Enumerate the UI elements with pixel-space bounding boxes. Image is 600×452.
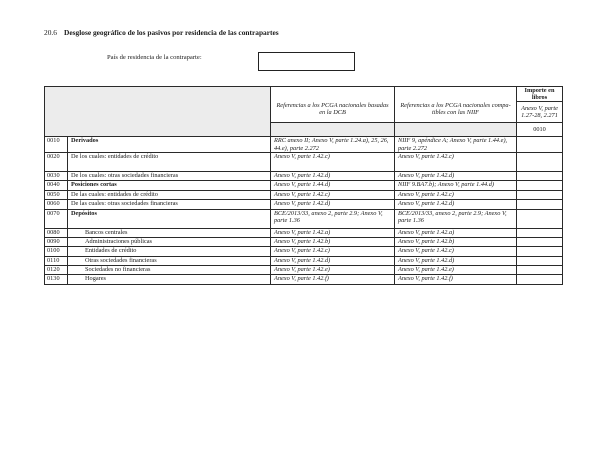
row-code: 0130 [45, 275, 68, 284]
header-column-code: 0010 [517, 123, 563, 137]
table-row [45, 228, 563, 237]
row-code: 0060 [45, 200, 68, 209]
row-code: 0040 [45, 181, 68, 190]
table-row [45, 137, 563, 152]
row-label: De las cuales: entidades de crédito [68, 190, 271, 199]
row-ref-niif: Anexo V, parte 1.42.c) [395, 247, 517, 256]
liabilities-table [44, 86, 563, 285]
country-field-label: País de residencia de la contraparte: [107, 54, 202, 61]
header-blank-niif-code [395, 123, 517, 137]
table-row [45, 247, 563, 256]
row-value-cell[interactable] [517, 137, 563, 152]
row-value-cell[interactable] [517, 181, 563, 190]
row-label: Posiciones cortas [68, 181, 271, 190]
row-ref-dcb: BCE/2013/33, anexo 2, parte 2.9; Anexo V, parte 1.36 [271, 209, 395, 228]
table-row [45, 266, 563, 275]
row-ref-dcb: Anexo V, parte 1.42.c) [271, 247, 395, 256]
row-ref-niif: Anexo V, parte 1.42.c) [395, 190, 517, 199]
row-label: Administraciones públicas [68, 237, 271, 246]
row-code: 0100 [45, 247, 68, 256]
row-value-cell[interactable] [517, 256, 563, 265]
row-value-cell[interactable] [517, 152, 563, 171]
header-blank-cell [45, 87, 271, 137]
row-ref-dcb: Anexo V, parte 1.42.b) [271, 237, 395, 246]
header-ref-dcb: Referencias a los PCGA nacionales basadas en la DCB [271, 87, 395, 123]
row-value-cell[interactable] [517, 190, 563, 199]
row-ref-niif: Anexo V, parte 1.42.d) [395, 256, 517, 265]
row-ref-dcb: Anexo V, parte 1.42.c) [271, 152, 395, 171]
row-ref-dcb: Anexo V, parte 1.42.d) [271, 256, 395, 265]
row-ref-niif: NIIF 9.BA7.b); Anexo V, parte 1.44.d) [395, 181, 517, 190]
row-label: Derivados [68, 137, 271, 152]
row-value-cell[interactable] [517, 266, 563, 275]
row-value-cell[interactable] [517, 247, 563, 256]
row-ref-dcb: Anexo V, parte 1.42.d) [271, 171, 395, 180]
row-value-cell[interactable] [517, 228, 563, 237]
section-number: 20.6 [44, 28, 57, 37]
row-ref-niif: Anexo V, parte 1.42.d) [395, 171, 517, 180]
row-value-cell[interactable] [517, 209, 563, 228]
table-row [45, 200, 563, 209]
row-label: Entidades de crédito [68, 247, 271, 256]
row-ref-dcb: Anexo V, parte 1.42.f) [271, 275, 395, 284]
row-code: 0090 [45, 237, 68, 246]
table-body [45, 137, 563, 284]
row-label: De los cuales: otras sociedades financieras [68, 171, 271, 180]
table-row [45, 171, 563, 180]
table-row [45, 256, 563, 265]
row-label: Bancos centrales [68, 228, 271, 237]
header-ref-niif: Referencias a los PCGA nacionales compatibles con las NIIF [395, 87, 517, 123]
table-row [45, 181, 563, 190]
row-label: Otras sociedades financieras [68, 256, 271, 265]
row-value-cell[interactable] [517, 200, 563, 209]
header-importe-label: Importe en libros [517, 87, 563, 102]
row-ref-dcb: RRC anexo II; Anexo V, parte 1.24.a), 25, 26, 44.e), parte 2.272 [271, 137, 395, 152]
row-code: 0070 [45, 209, 68, 228]
row-ref-niif: Anexo V, parte 1.42.c) [395, 152, 517, 171]
section-title: Desglose geográfico de los pasivos por residencia de las contrapartes [64, 28, 279, 37]
row-ref-niif: BCE/2013/33, anexo 2, parte 2.9; Anexo V, parte 1.36 [395, 209, 517, 228]
row-ref-dcb: Anexo V, parte 1.42.a) [271, 228, 395, 237]
row-ref-niif: Anexo V, parte 1.42.b) [395, 237, 517, 246]
table-row [45, 275, 563, 284]
row-code: 0010 [45, 137, 68, 152]
row-code: 0110 [45, 256, 68, 265]
row-ref-dcb: Anexo V, parte 1.44.d) [271, 181, 395, 190]
row-ref-niif: Anexo V, parte 1.42.a) [395, 228, 517, 237]
table-row [45, 190, 563, 199]
header-blank-dcb-code [271, 123, 395, 137]
row-label: Hogares [68, 275, 271, 284]
row-ref-niif: Anexo V, parte 1.42.d) [395, 200, 517, 209]
row-label: De los cuales: entidades de crédito [68, 152, 271, 171]
row-value-cell[interactable] [517, 237, 563, 246]
row-code: 0050 [45, 190, 68, 199]
section-heading [44, 28, 279, 37]
row-label: De las cuales: otras sociedades financieras [68, 200, 271, 209]
row-ref-niif: Anexo V, parte 1.42.e) [395, 266, 517, 275]
header-importe-ref: Anexo V, parte 1.27-28, 2.271 [517, 102, 563, 123]
table-row [45, 152, 563, 171]
row-ref-dcb: Anexo V, parte 1.42.e) [271, 266, 395, 275]
row-code: 0120 [45, 266, 68, 275]
row-ref-niif: Anexo V, parte 1.42.f) [395, 275, 517, 284]
country-input-box[interactable] [258, 52, 355, 71]
row-value-cell[interactable] [517, 275, 563, 284]
row-ref-dcb: Anexo V, parte 1.42.d) [271, 200, 395, 209]
table-row [45, 209, 563, 228]
table-row [45, 237, 563, 246]
row-ref-niif: NIIF 9, apéndice A; Anexo V, parte 1.44.e), parte 2.272 [395, 137, 517, 152]
row-code: 0080 [45, 228, 68, 237]
row-value-cell[interactable] [517, 171, 563, 180]
row-code: 0030 [45, 171, 68, 180]
row-label: Sociedades no financieras [68, 266, 271, 275]
row-ref-dcb: Anexo V, parte 1.42.c) [271, 190, 395, 199]
row-label: Depósitos [68, 209, 271, 228]
row-code: 0020 [45, 152, 68, 171]
